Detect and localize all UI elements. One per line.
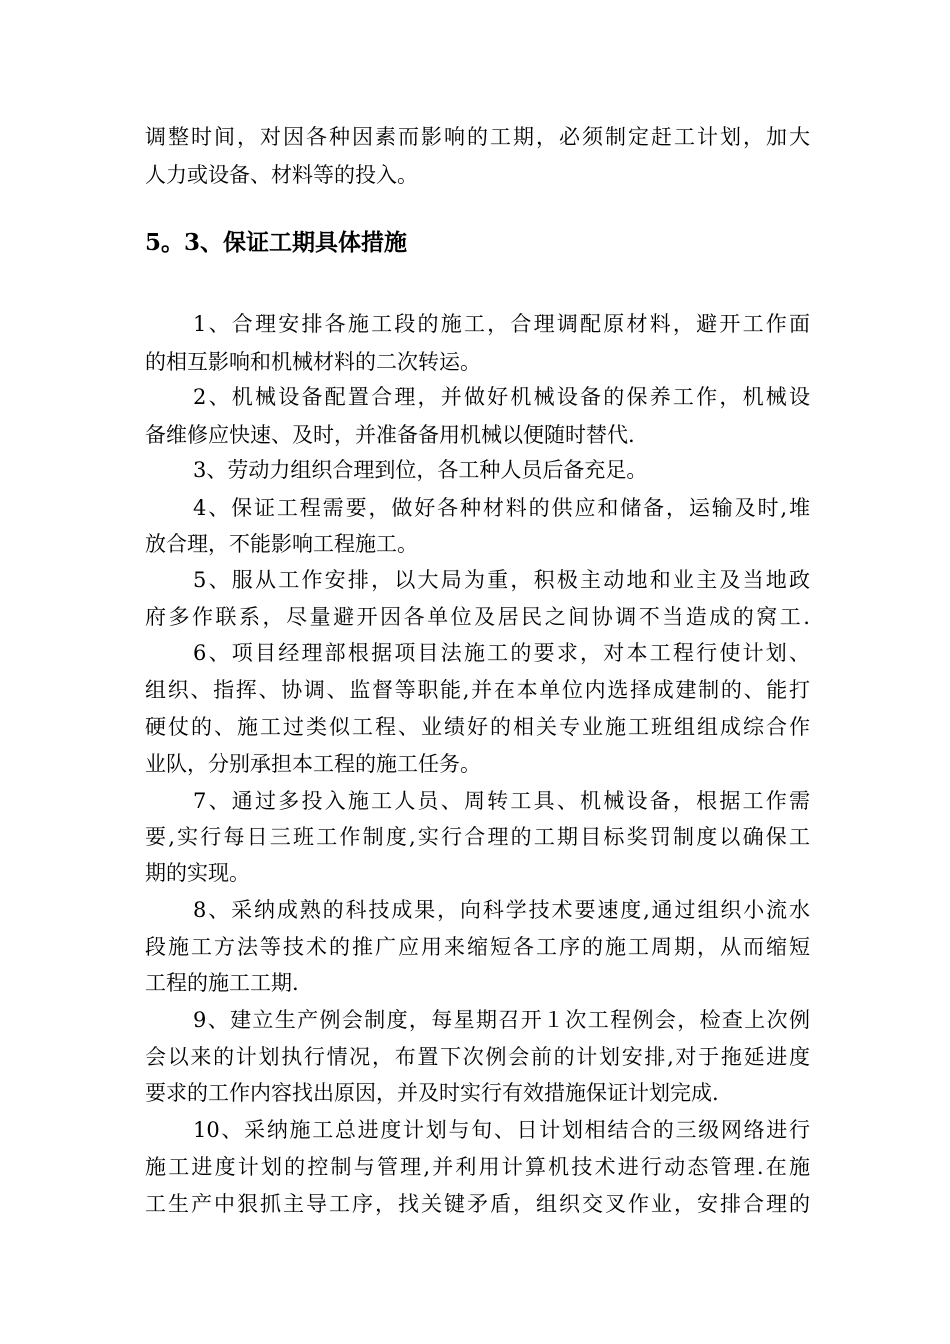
item-6-line-2: 组织、指挥、协调、监督等职能,并在本单位内选择成建制的、能打 bbox=[145, 678, 810, 702]
item-8-line-3: 工程的施工工期. bbox=[145, 971, 299, 995]
item-10-line-1: 10、采纳施工总进度计划与旬、日计划相结合的三级网络进行 bbox=[193, 1118, 810, 1142]
item-6-line-3: 硬仗的、施工过类似工程、业绩好的相关专业施工班组组成综合作 bbox=[145, 715, 810, 739]
item-7-line-3: 期的实现。 bbox=[145, 861, 250, 885]
item-7-line-1: 7、通过多投入施工人员、周转工具、机械设备，根据工作需 bbox=[193, 789, 810, 813]
section-heading: 5。3、保证工期具体措施 bbox=[145, 229, 408, 256]
item-9-line-1: 9、建立生产例会制度，每星期召开１次工程例会，检查上次例 bbox=[193, 1008, 810, 1032]
item-10-line-2: 施工进度计划的控制与管理,并利用计算机技术进行动态管理.在施 bbox=[145, 1155, 810, 1179]
item-7-line-2: 要,实行每日三班工作制度,实行合理的工期目标奖罚制度以确保工 bbox=[145, 825, 810, 849]
item-1-line-2: 的相互影响和机械材料的二次转运。 bbox=[145, 350, 481, 374]
item-8-line-1: 8、采纳成熟的科技成果，向科学技术要速度,通过组织小流水 bbox=[193, 898, 810, 922]
item-6-line-1: 6、项目经理部根据项目法施工的要求，对本工程行使计划、 bbox=[193, 641, 810, 665]
item-2-line-2: 备维修应快速、及时，并准备备用机械以便随时替代. bbox=[145, 423, 635, 447]
item-10-line-3: 工生产中狠抓主导工序，找关键矛盾，组织交叉作业，安排合理的 bbox=[145, 1192, 810, 1216]
item-4-line-1: 4、保证工程需要，做好各种材料的供应和储备，运输及时,堆 bbox=[193, 496, 810, 520]
item-1-line-1: 1、合理安排各施工段的施工，合理调配原材料，避开工作面 bbox=[193, 312, 810, 336]
item-2-line-1: 2、机械设备配置合理，并做好机械设备的保养工作，机械设 bbox=[193, 385, 810, 409]
item-5-line-2: 府多作联系，尽量避开因各单位及居民之间协调不当造成的窝工. bbox=[145, 605, 810, 629]
intro-line-1: 调整时间，对因各种因素而影响的工期，必须制定赶工计划，加大 bbox=[145, 125, 810, 149]
item-9-line-2: 会以来的计划执行情况，布置下次例会前的计划安排,对于拖延进度 bbox=[145, 1045, 810, 1069]
item-4-line-2: 放合理，不能影响工程施工。 bbox=[145, 532, 418, 556]
item-3-line-1: 3、劳动力组织合理到位，各工种人员后备充足。 bbox=[193, 458, 648, 482]
item-9-line-3: 要求的工作内容找出原因，并及时实行有效措施保证计划完成. bbox=[145, 1081, 719, 1105]
item-5-line-1: 5、服从工作安排，以大局为重，积极主动地和业主及当地政 bbox=[193, 568, 810, 592]
item-6-line-4: 业队，分别承担本工程的施工任务。 bbox=[145, 752, 481, 776]
intro-line-2: 人力或设备、材料等的投入。 bbox=[145, 163, 418, 187]
item-8-line-2: 段施工方法等技术的推广应用来缩短各工序的施工周期，从而缩短 bbox=[145, 935, 810, 959]
